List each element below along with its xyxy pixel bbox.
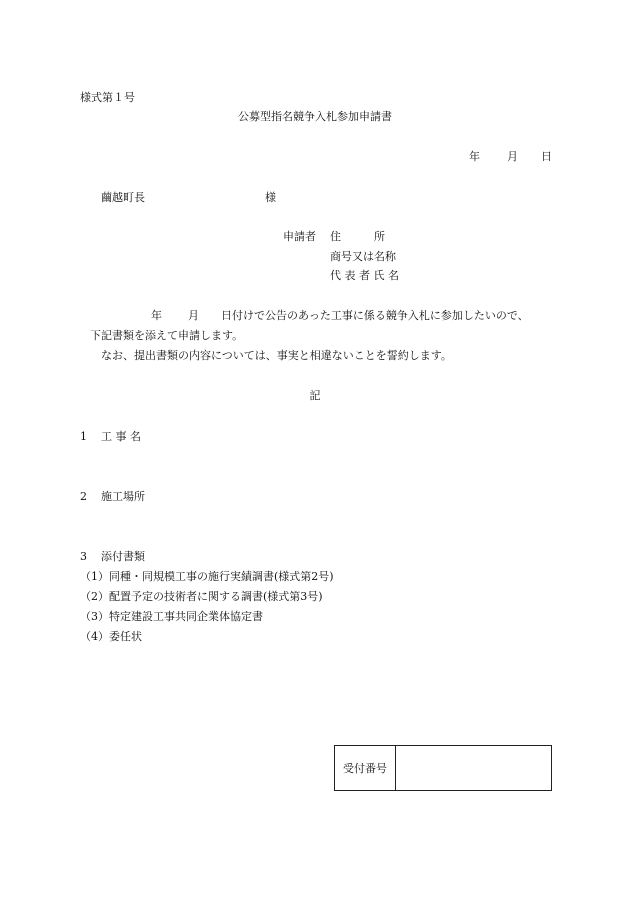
document-title: 公募型指名競争入札参加申請書 [238,110,392,123]
item-2-number: 2 [80,490,87,503]
receipt-number-label: 受付番号 [335,746,396,790]
item-2-label: 施工場所 [101,490,145,503]
body-line2: 下記書類を添えて申請します。 [90,329,244,342]
applicant-label: 申請者 [283,230,316,243]
addressee-name: 繭越町長 [101,191,145,204]
attachment-4: （4）委任状 [80,630,142,643]
date-year: 年 [469,150,480,163]
item-3-number: 3 [80,550,87,563]
applicant-representative-label: 代 表 者 氏 名 [330,269,399,282]
item-1-number: 1 [80,430,87,443]
applicant-address-label: 住 所 [330,230,385,243]
attachment-1: （1）同種・同規模工事の施行実績調書(様式第2号) [80,570,334,583]
attachment-2: （2）配置予定の技術者に関する調書(様式第3号) [80,590,323,603]
body-line3: なお、提出書類の内容については、事実と相違ないことを誓約します。 [101,349,452,362]
body-line1: 日付けで公告のあった工事に係る競争入札に参加したいので、 [221,309,529,322]
item-1-label: 工 事 名 [101,430,141,443]
body-year: 年 [151,309,162,322]
date-day: 日 [541,150,552,163]
ki-heading: 記 [309,389,321,402]
attachment-3: （3）特定建設工事共同企業体協定書 [80,610,263,623]
receipt-number-box [334,745,552,791]
item-3-label: 添付書類 [101,550,145,563]
form-number: 様式第１号 [80,91,135,104]
addressee-honorific: 様 [265,191,276,204]
receipt-number-value[interactable] [396,746,551,790]
date-month: 月 [507,150,518,163]
applicant-company-label: 商号又は名称 [330,250,396,263]
body-month: 月 [188,309,199,322]
